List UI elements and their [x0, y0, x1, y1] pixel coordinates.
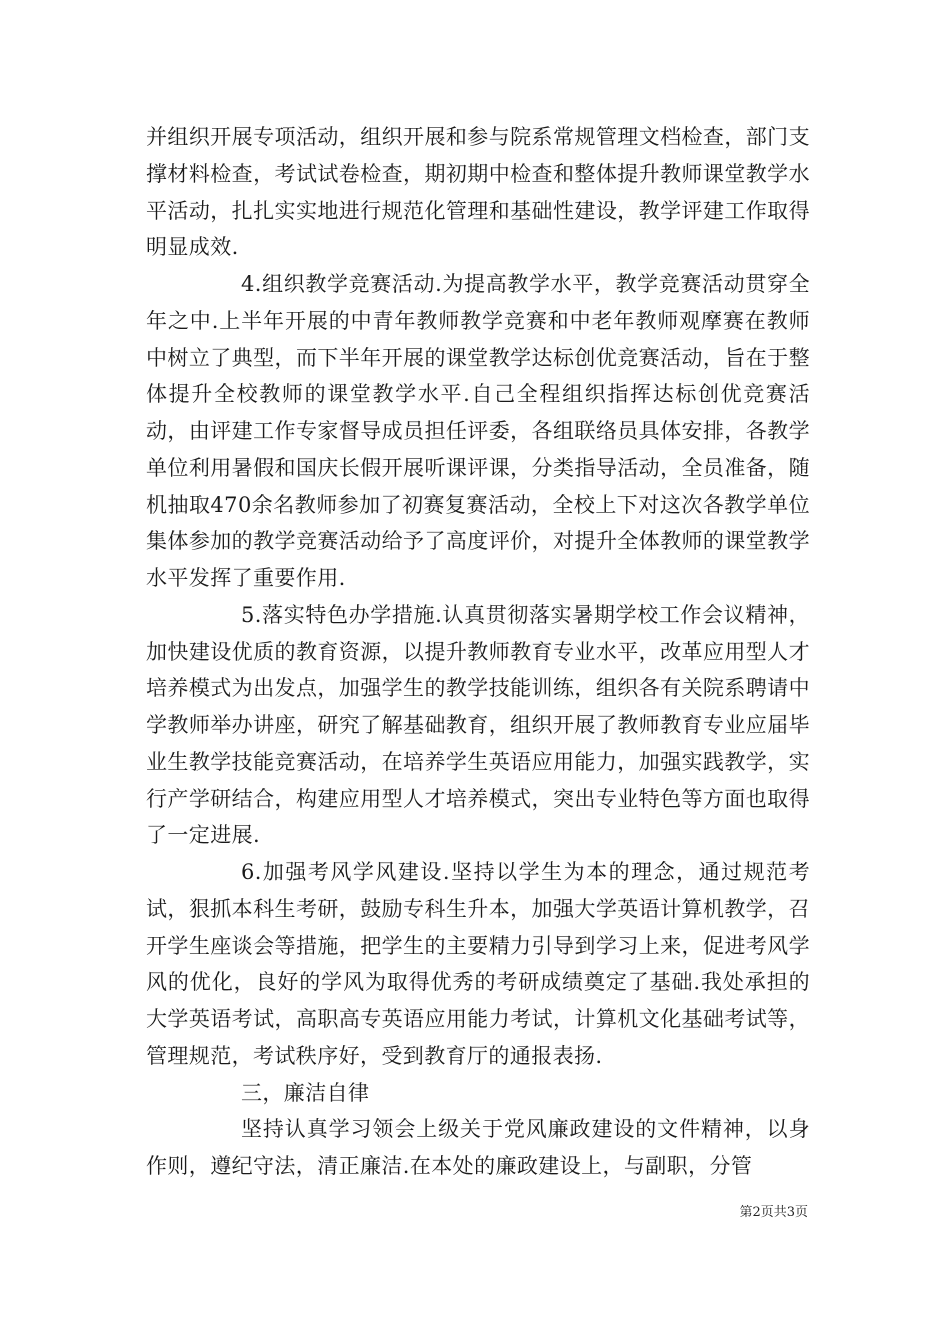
paragraph-item-4: 4.组织教学竞赛活动.为提高教学水平，教学竞赛活动贯穿全年之中.上半年开展的中青年教师教学竞赛和中老年教师观摩赛在教师中树立了典型，而下半年开展的课堂教学达标创优竞赛活动，旨在于整体提升全校教师的课堂教学水平.自己全程组织指挥达标创优竞赛活动，由评建工作专家督导成员担任评委，各组联络员具体安排，各教学单位利用暑假和国庆长假开展听课评课，分类指导活动，全员准备，随机抽取470余名教师参加了初赛复赛活动，全校上下对这次各教学单位集体参加的教学竞赛活动给予了高度评价，对提升全体教师的课堂教学水平发挥了重要作用.: [146, 272, 810, 590]
paragraph-continued: 并组织开展专项活动，组织开展和参与院系常规管理文档检查，部门支撑材料检查，考试试卷检查，期初期中检查和整体提升教师课堂教学水平活动，扎扎实实地进行规范化管理和基础性建设，教学评建工作取得明显成效.: [146, 125, 810, 260]
page-number-footer: 第2页共3页: [739, 1205, 808, 1220]
paragraph-item-6: 6.加强考风学风建设.坚持以学生为本的理念，通过规范考试，狠抓本科生考研，鼓励专科生升本，加强大学英语计算机教学，召开学生座谈会等措施，把学生的主要精力引导到学习上来，促进考风学风的优化，良好的学风为取得优秀的考研成绩奠定了基础.我处承担的大学英语考试，高职高专英语应用能力考试，计算机文化基础考试等，管理规范，考试秩序好，受到教育厅的通报表扬.: [146, 860, 810, 1068]
document-body: [146, 119, 810, 1185]
paragraph-item-5: 5.落实特色办学措施.认真贯彻落实暑期学校工作会议精神，加快建设优质的教育资源，以提升教师教育专业水平，改革应用型人才培养模式为出发点，加强学生的教学技能训练，组织各有关院系聘请中学教师举办讲座，研究了解基础教育，组织开展了教师教育专业应届毕业生教学技能竞赛活动，在培养学生英语应用能力，加强实践教学，实行产学研结合，构建应用型人才培养模式，突出专业特色等方面也取得了一定进展.: [146, 602, 810, 848]
section-heading-integrity: 三，廉洁自律: [241, 1080, 370, 1105]
paragraph-integrity-body: 坚持认真学习领会上级关于党风廉政建设的文件精神，以身作则，遵纪守法，清正廉洁.在本处的廉政建设上，与副职，分管: [146, 1117, 810, 1178]
